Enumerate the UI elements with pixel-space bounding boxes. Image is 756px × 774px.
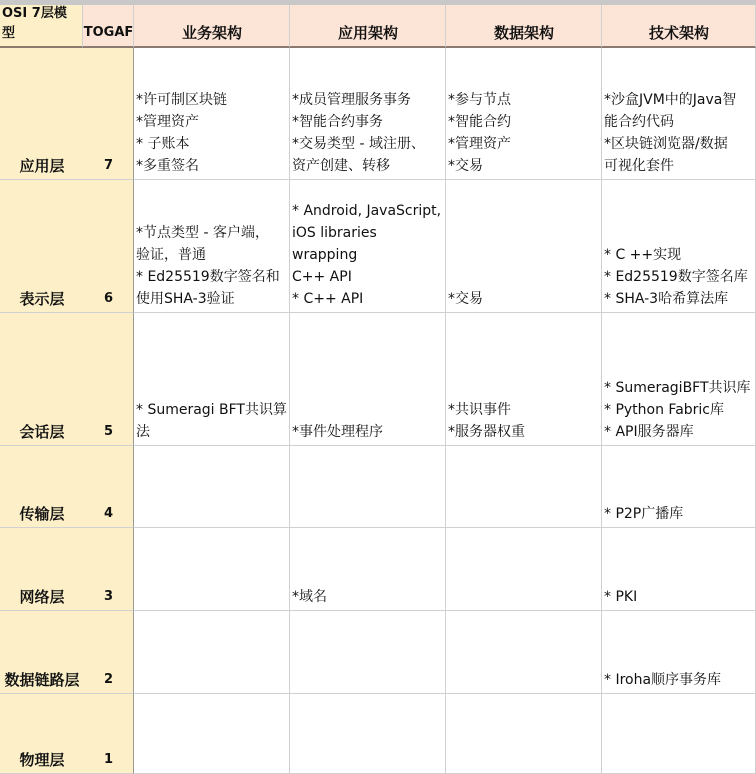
table-cell[interactable]: *许可制区块链 *管理资产 * 子账本 *多重签名	[134, 48, 290, 180]
layer-name-cell[interactable]: 数据链路层	[0, 611, 83, 694]
table-cell[interactable]: *域名	[290, 528, 446, 611]
osi-header[interactable]: OSI 7层模 型	[0, 5, 83, 48]
layer-number-cell[interactable]: 4	[83, 446, 134, 528]
layer-name-cell[interactable]: 传输层	[0, 446, 83, 528]
table-cell[interactable]: *参与节点 *智能合约 *管理资产 *交易	[446, 48, 602, 180]
table-cell[interactable]: * PKI	[602, 528, 756, 611]
layer-name-cell[interactable]: 会话层	[0, 313, 83, 446]
table-cell[interactable]: * C ++实现 * Ed25519数字签名库 * SHA-3哈希算法库	[602, 180, 756, 313]
layer-number-cell[interactable]: 3	[83, 528, 134, 611]
table-cell[interactable]: *节点类型 - 客户端， 验证，普通 * Ed25519数字签名和 使用SHA-3验证	[134, 180, 290, 313]
layer-number-cell[interactable]: 7	[83, 48, 134, 180]
table-cell[interactable]: * P2P广播库	[602, 446, 756, 528]
table-cell[interactable]	[446, 611, 602, 694]
architecture-table	[0, 5, 756, 774]
layer-name-cell[interactable]: 表示层	[0, 180, 83, 313]
table-cell[interactable]	[134, 446, 290, 528]
table-cell[interactable]	[446, 528, 602, 611]
table-cell[interactable]: * Android, JavaScript, iOS libraries wrapping C++ API * C++ API	[290, 180, 446, 313]
layer-number-cell[interactable]: 5	[83, 313, 134, 446]
table-cell[interactable]	[290, 694, 446, 774]
table-cell[interactable]	[134, 528, 290, 611]
layer-number-cell[interactable]: 2	[83, 611, 134, 694]
table-cell[interactable]	[290, 446, 446, 528]
table-cell[interactable]	[134, 694, 290, 774]
header-data[interactable]: 数据架构	[446, 5, 602, 48]
table-cell[interactable]	[602, 694, 756, 774]
table-cell[interactable]: * Iroha顺序事务库	[602, 611, 756, 694]
table-cell[interactable]	[290, 611, 446, 694]
table-cell[interactable]: * Sumeragi BFT共识算 法	[134, 313, 290, 446]
table-cell[interactable]: *交易	[446, 180, 602, 313]
togaf-header[interactable]: TOGAF	[83, 5, 134, 48]
header-technology[interactable]: 技术架构	[602, 5, 756, 48]
header-application[interactable]: 应用架构	[290, 5, 446, 48]
table-cell[interactable]	[446, 694, 602, 774]
layer-number-cell[interactable]: 6	[83, 180, 134, 313]
table-cell[interactable]: *事件处理程序	[290, 313, 446, 446]
table-cell[interactable]	[134, 611, 290, 694]
layer-name-cell[interactable]: 网络层	[0, 528, 83, 611]
table-cell[interactable]: * SumeragiBFT共识库 * Python Fabric库 * API服务器库	[602, 313, 756, 446]
table-cell[interactable]: *沙盒JVM中的Java智 能合约代码 *区块链浏览器/数据 可视化套件	[602, 48, 756, 180]
layer-name-cell[interactable]: 物理层	[0, 694, 83, 774]
header-business[interactable]: 业务架构	[134, 5, 290, 48]
table-cell[interactable]	[446, 446, 602, 528]
table-cell[interactable]: *共识事件 *服务器权重	[446, 313, 602, 446]
layer-number-cell[interactable]: 1	[83, 694, 134, 774]
table-cell[interactable]: *成员管理服务事务 *智能合约事务 *交易类型 - 域注册、 资产创建、转移	[290, 48, 446, 180]
layer-name-cell[interactable]: 应用层	[0, 48, 83, 180]
